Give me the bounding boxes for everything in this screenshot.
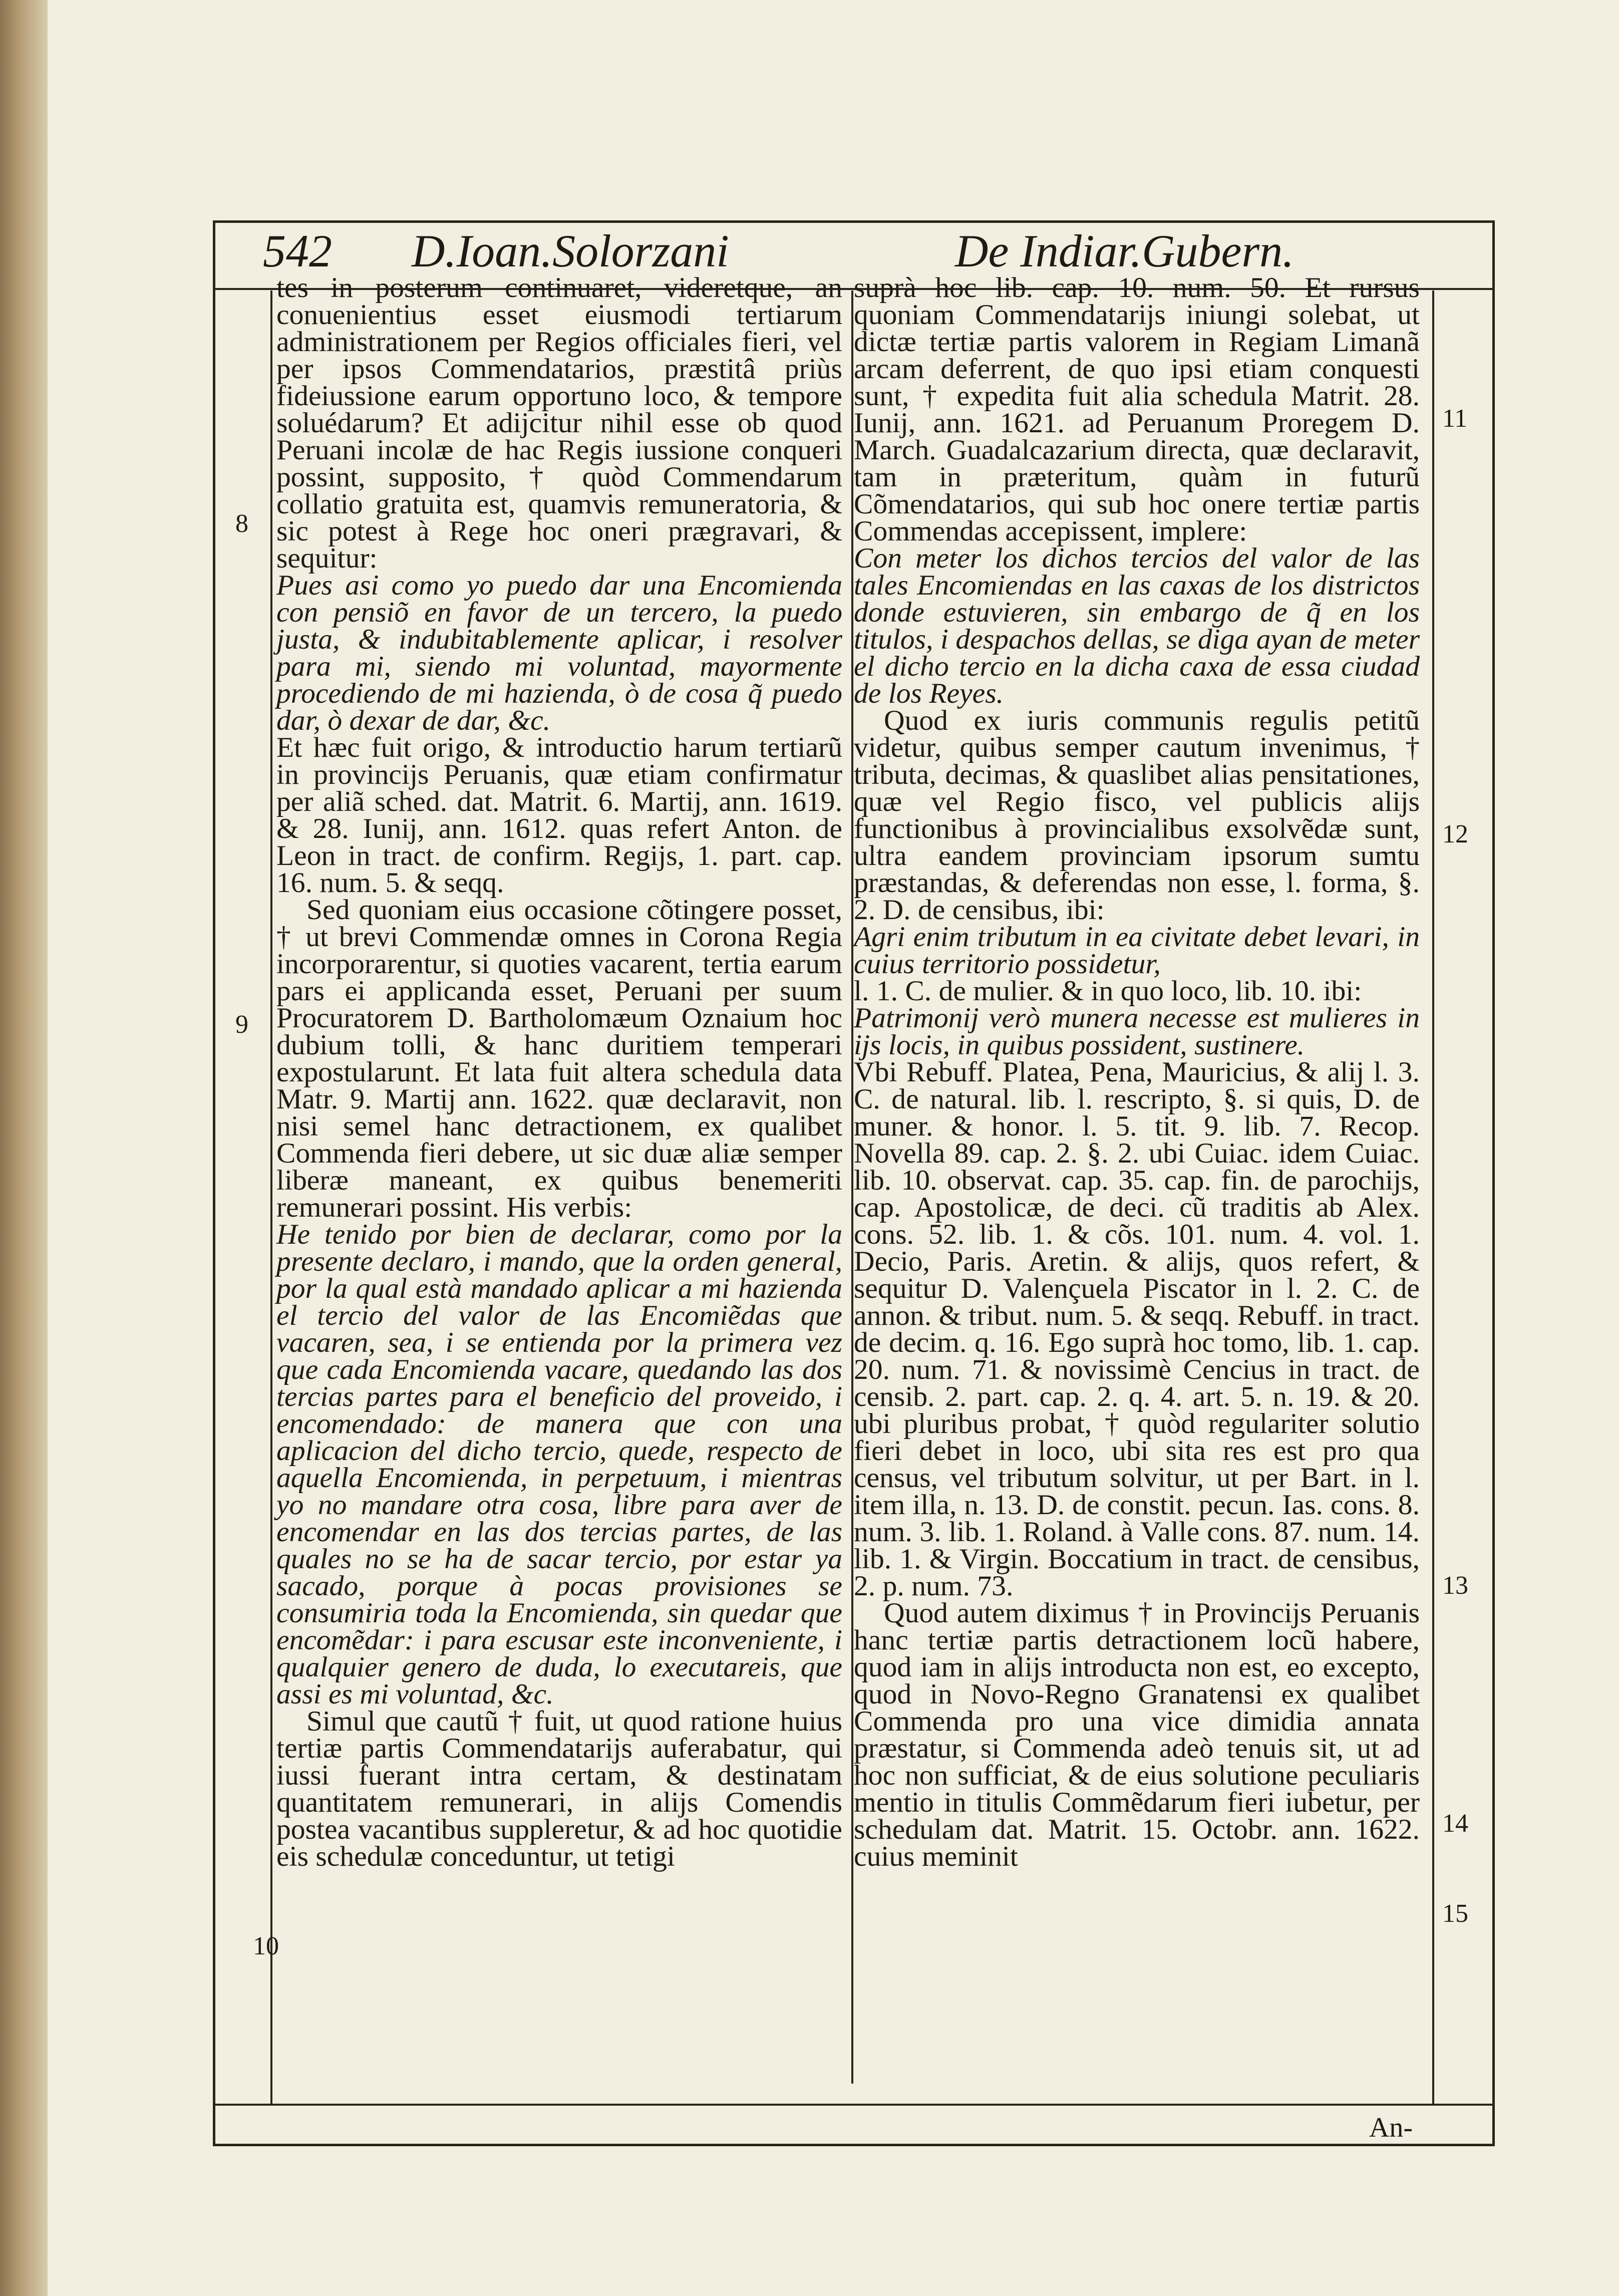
page-number: 542 [263, 225, 332, 276]
right-latin-quote: Agri enim tributum in ea civitate debet levari, in cuius territorio possidetur, [854, 921, 1420, 980]
book-gutter [0, 0, 48, 2296]
catchword: An- [1369, 2112, 1413, 2143]
right-column [854, 274, 1420, 1870]
column-divider [851, 291, 853, 2084]
left-column-rule [270, 291, 272, 2104]
left-paragraph: Simul que cautũ † fuit, ut quod ratione huius tertiæ partis Commendatarijs auferabatur, qui iussi fuerant intra certam, & destinatam quantitatem remunerari, in alijs Comendis postea vacantibus suppleretur, & ad hoc quotidie eis schedulæ conceduntur, ut tetigi [276, 1705, 842, 1872]
right-paragraph: l. 1. C. de mulier. & in quo loco, lib. 10. ibi: [854, 975, 1362, 1007]
margin-number: 8 [235, 509, 248, 538]
right-spanish-quote: Con meter los dichos tercios del valor de las tales Encomiendas en las caxas de los districtos donde estuvieren, sin embargo de q̃ en los titulos, i despachos dellas, se diga ayan de meter el dicho tercio en la dicha caxa de essa ciudad de los Reyes. [854, 542, 1420, 709]
right-paragraph: Quod ex iuris communis regulis petitũ videtur, quibus semper cautum invenimus, † tributa, decimas, & quaslibet alias pensitationes, quæ vel Regio fisco, vel publicis alijs functionibus à provincialibus exsolvẽdæ sunt, ultra eandem provinciam ipsorum sumtu præstandas, & deferendas non esse, l. forma, §. 2. D. de censibus, ibi: [854, 705, 1420, 926]
margin-number: 11 [1442, 404, 1468, 433]
left-spanish-quote: He tenido por bien de declarar, como por la presente declaro, i mando, que la orden general, por la qual està mandado aplicar a mi hazienda el tercio del valor de las Encomiẽdas que vacaren, sea, i se entienda por la primera vez que cada Encomienda vacare, quedando las dos tercias partes para el beneficio del proveido, i encomendado: de manera que con una aplicacion del dicho tercio, quede, respecto de aquella Encomienda, in perpetuum, i mientras yo no mandare otra cosa, libre para aver de encomendar en las dos tercias partes, de las quales no se ha de sacar tercio, por estar ya sacado, porque à pocas provisiones se consumiria toda la Encomienda, sin quedar que encomẽdar: i para escusar este inconveniente, i qualquier genero de duda, lo executareis, que assi es mi voluntad, &c. [276, 1219, 842, 1710]
margin-number: 13 [1442, 1571, 1468, 1600]
margin-number: 12 [1442, 820, 1468, 848]
footer-rule [213, 2104, 1495, 2106]
margin-number: 14 [1442, 1809, 1468, 1838]
running-head-title: De Indiar.Gubern. [955, 225, 1294, 276]
margin-number: 10 [253, 1932, 279, 1960]
left-paragraph: Et hæc fuit origo, & introductio harum tertiarũ in provincijs Peruanis, quæ etiam confirmatur per aliã sched. dat. Matrit. 6. Martij, ann. 1619. & 28. Iunij, ann. 1612. quas refert Anton. de Leon in tract. de confirm. Regijs, 1. part. cap. 16. num. 5. & seqq. [276, 732, 842, 899]
running-head-author: D.Ioan.Solorzani [412, 225, 729, 276]
margin-number: 15 [1442, 1899, 1468, 1928]
right-latin-quote: Patrimonij verò munera necesse est mulieres in ijs locis, in quibus possident, sustinere. [854, 1002, 1420, 1061]
right-column-rule [1432, 291, 1434, 2104]
left-spanish-quote: Pues asi como yo puedo dar una Encomienda con pensiõ en favor de un tercero, la puedo justa, & indubitablemente aplicar, i resolver para mi, siendo mi voluntad, mayormente procediendo de mi hazienda, ò de cosa q̃ puedo dar, ò dexar de dar, &c. [276, 569, 842, 736]
right-paragraph: suprà hoc lib. cap. 10. num. 50. Et rursus quoniam Commendatarijs iniungi solebat, ut dictæ tertiæ partis valorem in Regiam Limanã arcam deferrent, de quo ipsi etiam conquesti sunt, † expedita fuit alia schedula Matrit. 28. Iunij, ann. 1621. ad Peruanum Proregem D. March. Guadalcazarium directa, quæ declaravit, tam in præteritum, quàm in futurũ Cõmendatarios, qui sub hoc onere tertiæ partis Commendas accepissent, implere: [854, 272, 1420, 547]
margin-number: 9 [235, 1010, 248, 1039]
right-paragraph: Vbi Rebuff. Platea, Pena, Mauricius, & alij l. 3. C. de natural. lib. l. rescripto, §. si quis, D. de muner. & honor. l. 5. tit. 9. lib. 7. Recop. Novella 89. cap. 2. §. 2. ubi Cuiac. idem Cuiac. lib. 10. observat. cap. 35. cap. fin. de parochijs, cap. Apostolicæ, de deci. cũ traditis ab Alex. cons. 52. lib. 1. & cõs. 101. num. 4. vol. 1. Decio, Paris. Aretin. & alijs, quos refert, & sequitur D. Valençuela Piscator in l. 2. C. de annon. & tribut. num. 5. & seqq. Rebuff. in tract. de decim. q. 16. Ego suprà hoc tomo, lib. 1. cap. 20. num. 71. & novissimè Cencius in tract. de censib. 2. part. cap. 2. q. 4. art. 5. n. 19. & 20. ubi pluribus probat, † quòd regulariter solutio fieri debet in loco, ubi sita res est pro qua census, vel tributum solvitur, ut per Bart. in l. item illa, n. 13. D. de constit. pecun. Ias. cons. 8. num. 3. lib. 1. Roland. à Valle cons. 87. num. 14. lib. 1. & Virgin. Boccatium in tract. de censibus, 2. p. num. 73. [854, 1056, 1420, 1602]
left-paragraph: Sed quoniam eius occasione cõtingere posset, † ut brevi Commendæ omnes in Corona Regia incorporarentur, si quoties vacarent, tertia earum pars ei applicanda esset, Peruani per suum Procuratorem D. Bartholomæum Oznaium hoc dubium tolli, & hanc duritiem temperari expostularunt. Et lata fuit altera schedula data Matr. 9. Martij ann. 1622. quæ declaravit, non nisi semel hanc detractionem, ex qualibet Commenda fieri debere, ut sic duæ aliæ semper liberæ maneant, ex quibus benemeriti remunerari possint. His verbis: [276, 894, 842, 1223]
left-paragraph: tes in posterum continuaret, videretque, an conuenientius esset eiusmodi tertiarum administrationem per Regios officiales fieri, vel per ipsos Commendatarios, præstitâ priùs fideiussione earum opportuno loco, & tempore soluédarum? Et adijcitur nihil esse ob quod Peruani incolæ de hac Regis iussione conqueri possint, supposito, † quòd Commendarum collatio gratuita est, quamvis remuneratoria, & sic potest à Rege hoc oneri prægravari, & sequitur: [276, 272, 842, 574]
right-paragraph: Quod autem diximus † in Provincijs Peruanis hanc tertiæ partis detractionem locũ habere, quod iam in alijs introducta non est, eo excepto, quod in Novo-Regno Granatensi ex qualibet Commenda pro una vice dimidia annata præstatur, si Commenda adeò tenuis sit, ut ad hoc non sufficiat, & de eius solutione peculiaris mentio in titulis Commẽdarum fieri iubetur, per schedulam dat. Matrit. 15. Octobr. ann. 1622. cuius meminit [854, 1597, 1420, 1872]
left-column [276, 274, 842, 1870]
